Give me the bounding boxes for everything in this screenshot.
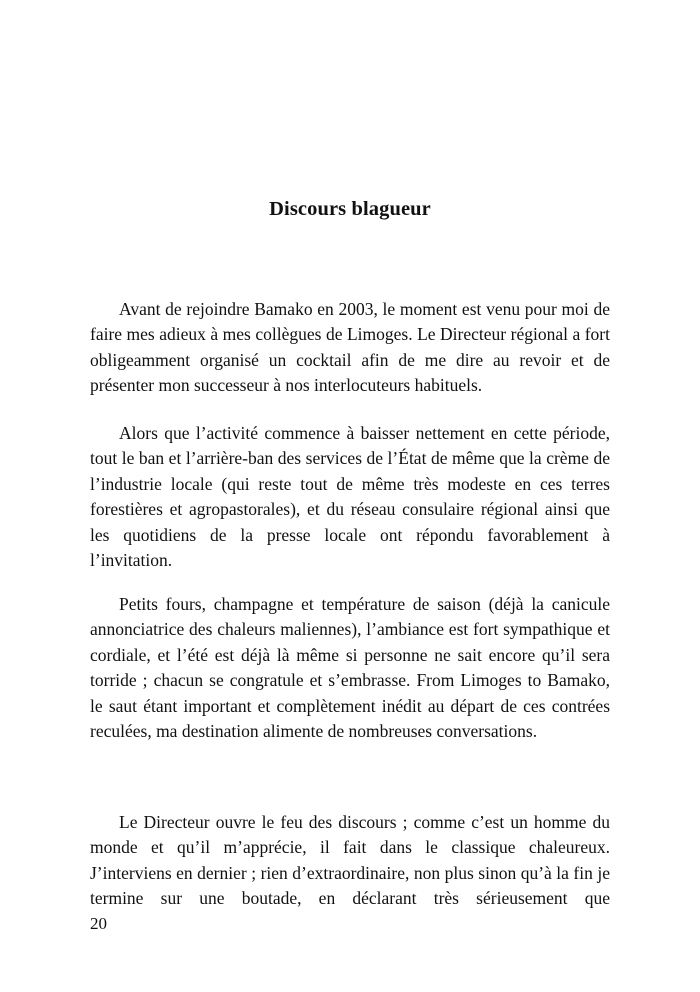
- page-number: 20: [90, 914, 107, 933]
- paragraph-2: Alors que l’activité commence à baisser nettement en cette période, tout le ban et l’arrière-ban des services de l’État de même que la crème de l’industrie locale (qui reste tout de même très modeste en ces terres forestières et agropastorales), et du réseau consulaire régional ainsi que les quotidiens de la presse locale ont répondu favorablement à l’invitation.: [90, 423, 610, 571]
- chapter-title: Discours blagueur: [269, 198, 431, 220]
- paragraph-4: Le Directeur ouvre le feu des discours ; comme c’est un homme du monde et qu’il m’apprécie, il fait dans le classique chaleureux. J’interviens en dernier ; rien d’extraordinaire, non plus sinon qu’à la fin je termine sur une boutade, en déclarant très sérieusement que: [90, 812, 610, 909]
- paragraph-3: Petits fours, champagne et température de saison (déjà la canicule annonciatrice des chaleurs maliennes), l’ambiance est fort sympathique et cordiale, et l’été est déjà là même si personne ne sait encore qu’il sera torride ; chacun se congratule et s’embrasse. From Limoges to Bamako, le saut étant important et complètement inédit au départ de ces contrées reculées, ma destination alimente de nombreuses conversations.: [90, 594, 610, 742]
- paragraph-1: Avant de rejoindre Bamako en 2003, le moment est venu pour moi de faire mes adieux à mes collègues de Limoges. Le Directeur régional a fort obligeamment organisé un cocktail afin de me dire au revoir et de présenter mon successeur à nos interlocuteurs habituels.: [90, 299, 610, 396]
